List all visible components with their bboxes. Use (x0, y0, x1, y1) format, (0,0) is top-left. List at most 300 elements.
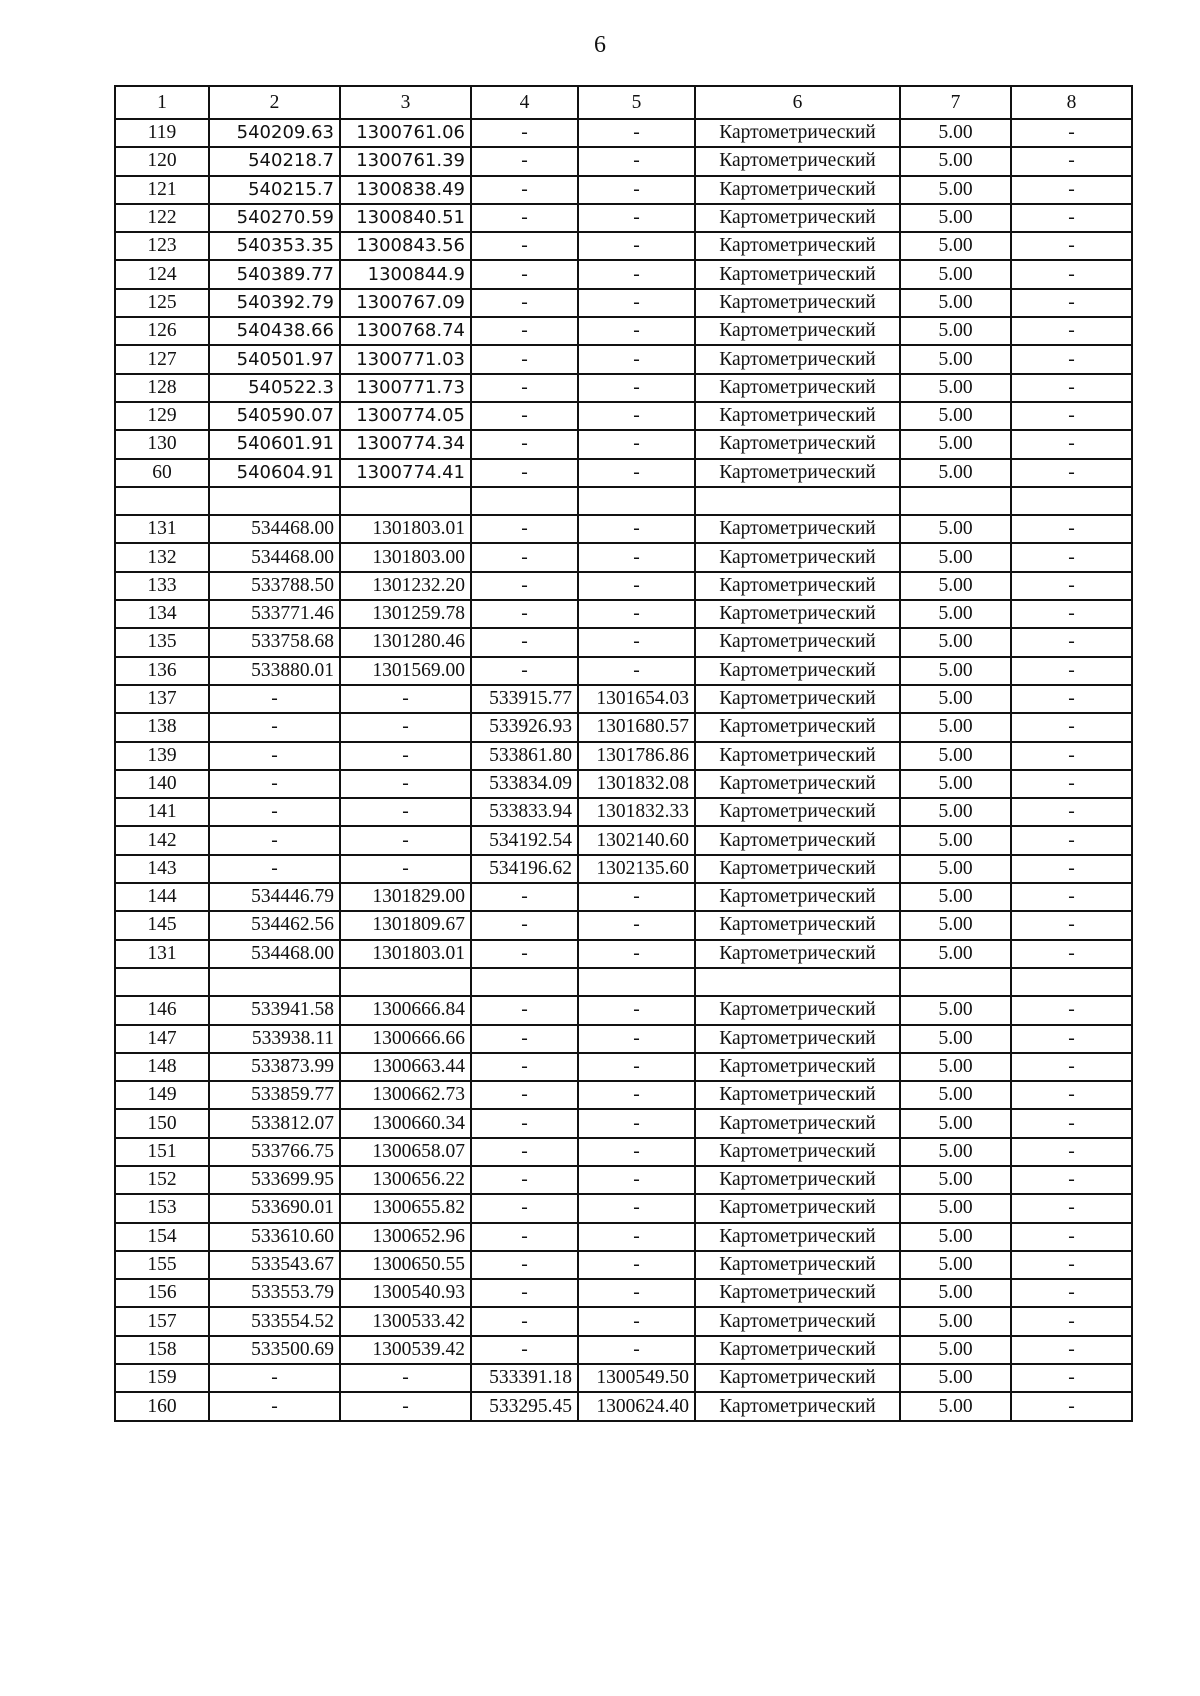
empty-cell (209, 487, 340, 515)
x-coord-alt-cell: - (471, 1025, 578, 1053)
note-cell: - (1011, 1053, 1132, 1081)
note-cell: - (1011, 1223, 1132, 1251)
method-cell: Картометрический (695, 1307, 900, 1335)
y-coord-alt-cell: 1302140.60 (578, 826, 695, 854)
y-coord-alt-cell: - (578, 572, 695, 600)
y-coord-cell: 1300774.34 (340, 430, 471, 458)
empty-cell (695, 968, 900, 996)
y-coord-cell: 1300774.41 (340, 459, 471, 487)
coordinates-table (114, 85, 1133, 1422)
x-coord-cell: 533758.68 (209, 628, 340, 656)
x-coord-alt-cell: - (471, 1223, 578, 1251)
header-cell: 5 (578, 86, 695, 119)
method-cell: Картометрический (695, 911, 900, 939)
table-row (115, 685, 1132, 713)
accuracy-cell: 5.00 (900, 883, 1011, 911)
y-coord-cell: 1300666.84 (340, 996, 471, 1024)
empty-cell (1011, 487, 1132, 515)
note-cell: - (1011, 713, 1132, 741)
y-coord-alt-cell: 1300549.50 (578, 1364, 695, 1392)
point-number-cell: 131 (115, 940, 209, 968)
y-coord-cell: - (340, 770, 471, 798)
y-coord-cell: 1300840.51 (340, 204, 471, 232)
table-row (115, 572, 1132, 600)
note-cell: - (1011, 1364, 1132, 1392)
table-row (115, 883, 1132, 911)
note-cell: - (1011, 543, 1132, 571)
x-coord-alt-cell: - (471, 402, 578, 430)
method-cell: Картометрический (695, 430, 900, 458)
accuracy-cell: 5.00 (900, 770, 1011, 798)
y-coord-alt-cell: 1301786.86 (578, 742, 695, 770)
note-cell: - (1011, 1166, 1132, 1194)
y-coord-alt-cell: - (578, 345, 695, 373)
point-number-cell: 127 (115, 345, 209, 373)
note-cell: - (1011, 1025, 1132, 1053)
method-cell: Картометрический (695, 1336, 900, 1364)
x-coord-alt-cell: - (471, 1138, 578, 1166)
x-coord-alt-cell: 534196.62 (471, 855, 578, 883)
x-coord-alt-cell: - (471, 1081, 578, 1109)
page-number: 6 (594, 32, 606, 58)
method-cell: Картометрический (695, 232, 900, 260)
y-coord-cell: 1301803.01 (340, 515, 471, 543)
accuracy-cell: 5.00 (900, 119, 1011, 147)
table-row (115, 1279, 1132, 1307)
point-number-cell: 126 (115, 317, 209, 345)
note-cell: - (1011, 770, 1132, 798)
note-cell: - (1011, 459, 1132, 487)
header-cell: 6 (695, 86, 900, 119)
point-number-cell: 135 (115, 628, 209, 656)
accuracy-cell: 5.00 (900, 1223, 1011, 1251)
note-cell: - (1011, 374, 1132, 402)
table-row (115, 515, 1132, 543)
point-number-cell: 157 (115, 1307, 209, 1335)
x-coord-cell: 540215.7 (209, 176, 340, 204)
x-coord-alt-cell: - (471, 1336, 578, 1364)
x-coord-cell: - (209, 1364, 340, 1392)
note-cell: - (1011, 1279, 1132, 1307)
x-coord-cell: 534462.56 (209, 911, 340, 939)
empty-cell (578, 968, 695, 996)
x-coord-alt-cell: - (471, 176, 578, 204)
accuracy-cell: 5.00 (900, 543, 1011, 571)
accuracy-cell: 5.00 (900, 1025, 1011, 1053)
y-coord-cell: 1300655.82 (340, 1194, 471, 1222)
point-number-cell: 152 (115, 1166, 209, 1194)
accuracy-cell: 5.00 (900, 1081, 1011, 1109)
y-coord-cell: 1300652.96 (340, 1223, 471, 1251)
empty-cell (115, 968, 209, 996)
y-coord-alt-cell: - (578, 628, 695, 656)
y-coord-cell: 1301809.67 (340, 911, 471, 939)
table-row (115, 119, 1132, 147)
x-coord-cell: 533690.01 (209, 1194, 340, 1222)
accuracy-cell: 5.00 (900, 1336, 1011, 1364)
x-coord-cell: 540604.91 (209, 459, 340, 487)
x-coord-alt-cell: 534192.54 (471, 826, 578, 854)
x-coord-cell: 534468.00 (209, 940, 340, 968)
y-coord-alt-cell: - (578, 1307, 695, 1335)
method-cell: Картометрический (695, 940, 900, 968)
method-cell: Картометрический (695, 798, 900, 826)
y-coord-cell: 1300656.22 (340, 1166, 471, 1194)
x-coord-cell: 533771.46 (209, 600, 340, 628)
point-number-cell: 130 (115, 430, 209, 458)
method-cell: Картометрический (695, 176, 900, 204)
table-row (115, 260, 1132, 288)
note-cell: - (1011, 1392, 1132, 1420)
method-cell: Картометрический (695, 345, 900, 373)
note-cell: - (1011, 289, 1132, 317)
table-body (115, 86, 1132, 1421)
x-coord-alt-cell: - (471, 657, 578, 685)
x-coord-alt-cell: 533861.80 (471, 742, 578, 770)
accuracy-cell: 5.00 (900, 742, 1011, 770)
note-cell: - (1011, 911, 1132, 939)
accuracy-cell: 5.00 (900, 515, 1011, 543)
method-cell: Картометрический (695, 628, 900, 656)
accuracy-cell: 5.00 (900, 1251, 1011, 1279)
y-coord-cell: - (340, 798, 471, 826)
point-number-cell: 138 (115, 713, 209, 741)
table-row (115, 1194, 1132, 1222)
point-number-cell: 129 (115, 402, 209, 430)
note-cell: - (1011, 1251, 1132, 1279)
header-cell: 8 (1011, 86, 1132, 119)
table-row (115, 289, 1132, 317)
y-coord-alt-cell: - (578, 1279, 695, 1307)
accuracy-cell: 5.00 (900, 572, 1011, 600)
accuracy-cell: 5.00 (900, 402, 1011, 430)
x-coord-alt-cell: - (471, 147, 578, 175)
empty-cell (1011, 968, 1132, 996)
point-number-cell: 141 (115, 798, 209, 826)
x-coord-cell: 540590.07 (209, 402, 340, 430)
method-cell: Картометрический (695, 1138, 900, 1166)
point-number-cell: 125 (115, 289, 209, 317)
note-cell: - (1011, 685, 1132, 713)
y-coord-cell: 1300539.42 (340, 1336, 471, 1364)
y-coord-cell: - (340, 1364, 471, 1392)
x-coord-cell: - (209, 855, 340, 883)
y-coord-alt-cell: - (578, 940, 695, 968)
accuracy-cell: 5.00 (900, 260, 1011, 288)
table-row (115, 345, 1132, 373)
table-row (115, 1392, 1132, 1420)
y-coord-cell: - (340, 742, 471, 770)
x-coord-cell: - (209, 742, 340, 770)
table-row (115, 317, 1132, 345)
note-cell: - (1011, 515, 1132, 543)
y-coord-alt-cell: - (578, 1025, 695, 1053)
y-coord-alt-cell: - (578, 996, 695, 1024)
y-coord-alt-cell: - (578, 1138, 695, 1166)
y-coord-cell: 1300768.74 (340, 317, 471, 345)
table-row (115, 543, 1132, 571)
x-coord-alt-cell: - (471, 628, 578, 656)
x-coord-cell: 533859.77 (209, 1081, 340, 1109)
point-number-cell: 119 (115, 119, 209, 147)
y-coord-cell: 1300660.34 (340, 1109, 471, 1137)
point-number-cell: 124 (115, 260, 209, 288)
y-coord-alt-cell: - (578, 543, 695, 571)
method-cell: Картометрический (695, 147, 900, 175)
x-coord-alt-cell: - (471, 232, 578, 260)
table-row (115, 1025, 1132, 1053)
table-row (115, 798, 1132, 826)
table-row (115, 204, 1132, 232)
table-row (115, 1081, 1132, 1109)
accuracy-cell: 5.00 (900, 1166, 1011, 1194)
table-row (115, 600, 1132, 628)
table-row (115, 911, 1132, 939)
method-cell: Картометрический (695, 1392, 900, 1420)
note-cell: - (1011, 657, 1132, 685)
x-coord-cell: 533699.95 (209, 1166, 340, 1194)
empty-cell (900, 487, 1011, 515)
method-cell: Картометрический (695, 1223, 900, 1251)
x-coord-alt-cell: - (471, 430, 578, 458)
header-cell: 3 (340, 86, 471, 119)
x-coord-alt-cell: 533833.94 (471, 798, 578, 826)
x-coord-cell: - (209, 1392, 340, 1420)
x-coord-cell: 540353.35 (209, 232, 340, 260)
y-coord-cell: 1301803.00 (340, 543, 471, 571)
method-cell: Картометрический (695, 826, 900, 854)
table-row (115, 1138, 1132, 1166)
x-coord-alt-cell: - (471, 543, 578, 571)
x-coord-alt-cell: - (471, 1194, 578, 1222)
accuracy-cell: 5.00 (900, 855, 1011, 883)
point-number-cell: 140 (115, 770, 209, 798)
y-coord-cell: 1300774.05 (340, 402, 471, 430)
point-number-cell: 154 (115, 1223, 209, 1251)
x-coord-cell: 540392.79 (209, 289, 340, 317)
y-coord-cell: 1301829.00 (340, 883, 471, 911)
accuracy-cell: 5.00 (900, 600, 1011, 628)
accuracy-cell: 5.00 (900, 713, 1011, 741)
accuracy-cell: 5.00 (900, 1053, 1011, 1081)
point-number-cell: 142 (115, 826, 209, 854)
y-coord-alt-cell: - (578, 402, 695, 430)
point-number-cell: 156 (115, 1279, 209, 1307)
y-coord-cell: 1300540.93 (340, 1279, 471, 1307)
x-coord-alt-cell: 533926.93 (471, 713, 578, 741)
accuracy-cell: 5.00 (900, 657, 1011, 685)
accuracy-cell: 5.00 (900, 176, 1011, 204)
y-coord-alt-cell: - (578, 515, 695, 543)
point-number-cell: 143 (115, 855, 209, 883)
x-coord-cell: 533941.58 (209, 996, 340, 1024)
x-coord-cell: 533788.50 (209, 572, 340, 600)
note-cell: - (1011, 204, 1132, 232)
point-number-cell: 151 (115, 1138, 209, 1166)
x-coord-alt-cell: - (471, 883, 578, 911)
table-row (115, 996, 1132, 1024)
x-coord-cell: 533500.69 (209, 1336, 340, 1364)
y-coord-alt-cell: - (578, 176, 695, 204)
y-coord-alt-cell: - (578, 1336, 695, 1364)
note-cell: - (1011, 430, 1132, 458)
note-cell: - (1011, 260, 1132, 288)
accuracy-cell: 5.00 (900, 826, 1011, 854)
x-coord-cell: 540501.97 (209, 345, 340, 373)
empty-cell (340, 487, 471, 515)
y-coord-alt-cell: - (578, 204, 695, 232)
table-row (115, 402, 1132, 430)
x-coord-cell: 534468.00 (209, 543, 340, 571)
point-number-cell: 132 (115, 543, 209, 571)
empty-cell (471, 487, 578, 515)
x-coord-alt-cell: - (471, 204, 578, 232)
table-row (115, 1109, 1132, 1137)
y-coord-cell: 1300662.73 (340, 1081, 471, 1109)
y-coord-alt-cell: - (578, 459, 695, 487)
accuracy-cell: 5.00 (900, 374, 1011, 402)
point-number-cell: 122 (115, 204, 209, 232)
accuracy-cell: 5.00 (900, 232, 1011, 260)
note-cell: - (1011, 855, 1132, 883)
x-coord-alt-cell: - (471, 1053, 578, 1081)
point-number-cell: 123 (115, 232, 209, 260)
y-coord-cell: 1300767.09 (340, 289, 471, 317)
y-coord-alt-cell: 1300624.40 (578, 1392, 695, 1420)
point-number-cell: 128 (115, 374, 209, 402)
point-number-cell: 146 (115, 996, 209, 1024)
note-cell: - (1011, 826, 1132, 854)
section-separator-row (115, 487, 1132, 515)
accuracy-cell: 5.00 (900, 147, 1011, 175)
y-coord-cell: - (340, 713, 471, 741)
y-coord-alt-cell: - (578, 289, 695, 317)
table-row (115, 1251, 1132, 1279)
table-row (115, 430, 1132, 458)
y-coord-cell: 1300533.42 (340, 1307, 471, 1335)
note-cell: - (1011, 742, 1132, 770)
point-number-cell: 131 (115, 515, 209, 543)
y-coord-alt-cell: 1302135.60 (578, 855, 695, 883)
x-coord-cell: 533543.67 (209, 1251, 340, 1279)
x-coord-cell: 533880.01 (209, 657, 340, 685)
x-coord-alt-cell: - (471, 940, 578, 968)
table-row (115, 770, 1132, 798)
method-cell: Картометрический (695, 515, 900, 543)
accuracy-cell: 5.00 (900, 1138, 1011, 1166)
table-row (115, 1364, 1132, 1392)
note-cell: - (1011, 1109, 1132, 1137)
y-coord-alt-cell: 1301680.57 (578, 713, 695, 741)
table-row (115, 1336, 1132, 1364)
method-cell: Картометрический (695, 1364, 900, 1392)
table-row (115, 713, 1132, 741)
y-coord-cell: - (340, 1392, 471, 1420)
note-cell: - (1011, 345, 1132, 373)
y-coord-cell: 1300771.03 (340, 345, 471, 373)
note-cell: - (1011, 572, 1132, 600)
note-cell: - (1011, 628, 1132, 656)
header-cell: 1 (115, 86, 209, 119)
method-cell: Картометрический (695, 374, 900, 402)
y-coord-alt-cell: - (578, 260, 695, 288)
accuracy-cell: 5.00 (900, 628, 1011, 656)
empty-cell (695, 487, 900, 515)
x-coord-cell: 533610.60 (209, 1223, 340, 1251)
point-number-cell: 134 (115, 600, 209, 628)
y-coord-cell: 1300771.73 (340, 374, 471, 402)
note-cell: - (1011, 940, 1132, 968)
y-coord-alt-cell: - (578, 1081, 695, 1109)
x-coord-cell: 540522.3 (209, 374, 340, 402)
y-coord-alt-cell: - (578, 374, 695, 402)
y-coord-cell: 1300650.55 (340, 1251, 471, 1279)
table-row (115, 1223, 1132, 1251)
method-cell: Картометрический (695, 855, 900, 883)
x-coord-cell: - (209, 713, 340, 741)
x-coord-cell: 533766.75 (209, 1138, 340, 1166)
y-coord-cell: 1301569.00 (340, 657, 471, 685)
section-separator-row (115, 968, 1132, 996)
note-cell: - (1011, 798, 1132, 826)
y-coord-alt-cell: 1301654.03 (578, 685, 695, 713)
note-cell: - (1011, 883, 1132, 911)
point-number-cell: 148 (115, 1053, 209, 1081)
method-cell: Картометрический (695, 657, 900, 685)
y-coord-alt-cell: - (578, 883, 695, 911)
table-row (115, 742, 1132, 770)
y-coord-alt-cell: - (578, 232, 695, 260)
note-cell: - (1011, 317, 1132, 345)
y-coord-cell: - (340, 685, 471, 713)
y-coord-alt-cell: - (578, 600, 695, 628)
note-cell: - (1011, 1081, 1132, 1109)
note-cell: - (1011, 1194, 1132, 1222)
note-cell: - (1011, 1138, 1132, 1166)
point-number-cell: 121 (115, 176, 209, 204)
accuracy-cell: 5.00 (900, 289, 1011, 317)
x-coord-cell: - (209, 685, 340, 713)
method-cell: Картометрический (695, 770, 900, 798)
x-coord-alt-cell: 533391.18 (471, 1364, 578, 1392)
y-coord-alt-cell: - (578, 1251, 695, 1279)
y-coord-alt-cell: - (578, 1223, 695, 1251)
x-coord-cell: 540218.7 (209, 147, 340, 175)
note-cell: - (1011, 176, 1132, 204)
x-coord-alt-cell: - (471, 119, 578, 147)
y-coord-alt-cell: - (578, 430, 695, 458)
x-coord-cell: - (209, 826, 340, 854)
method-cell: Картометрический (695, 402, 900, 430)
y-coord-alt-cell: 1301832.08 (578, 770, 695, 798)
method-cell: Картометрический (695, 1251, 900, 1279)
accuracy-cell: 5.00 (900, 1279, 1011, 1307)
empty-cell (900, 968, 1011, 996)
x-coord-cell: 534446.79 (209, 883, 340, 911)
y-coord-alt-cell: - (578, 147, 695, 175)
table-row (115, 374, 1132, 402)
x-coord-alt-cell: 533295.45 (471, 1392, 578, 1420)
y-coord-alt-cell: - (578, 1109, 695, 1137)
method-cell: Картометрический (695, 1194, 900, 1222)
method-cell: Картометрический (695, 742, 900, 770)
x-coord-cell: 533554.52 (209, 1307, 340, 1335)
method-cell: Картометрический (695, 572, 900, 600)
point-number-cell: 120 (115, 147, 209, 175)
x-coord-cell: 533553.79 (209, 1279, 340, 1307)
x-coord-alt-cell: - (471, 260, 578, 288)
x-coord-cell: 540601.91 (209, 430, 340, 458)
